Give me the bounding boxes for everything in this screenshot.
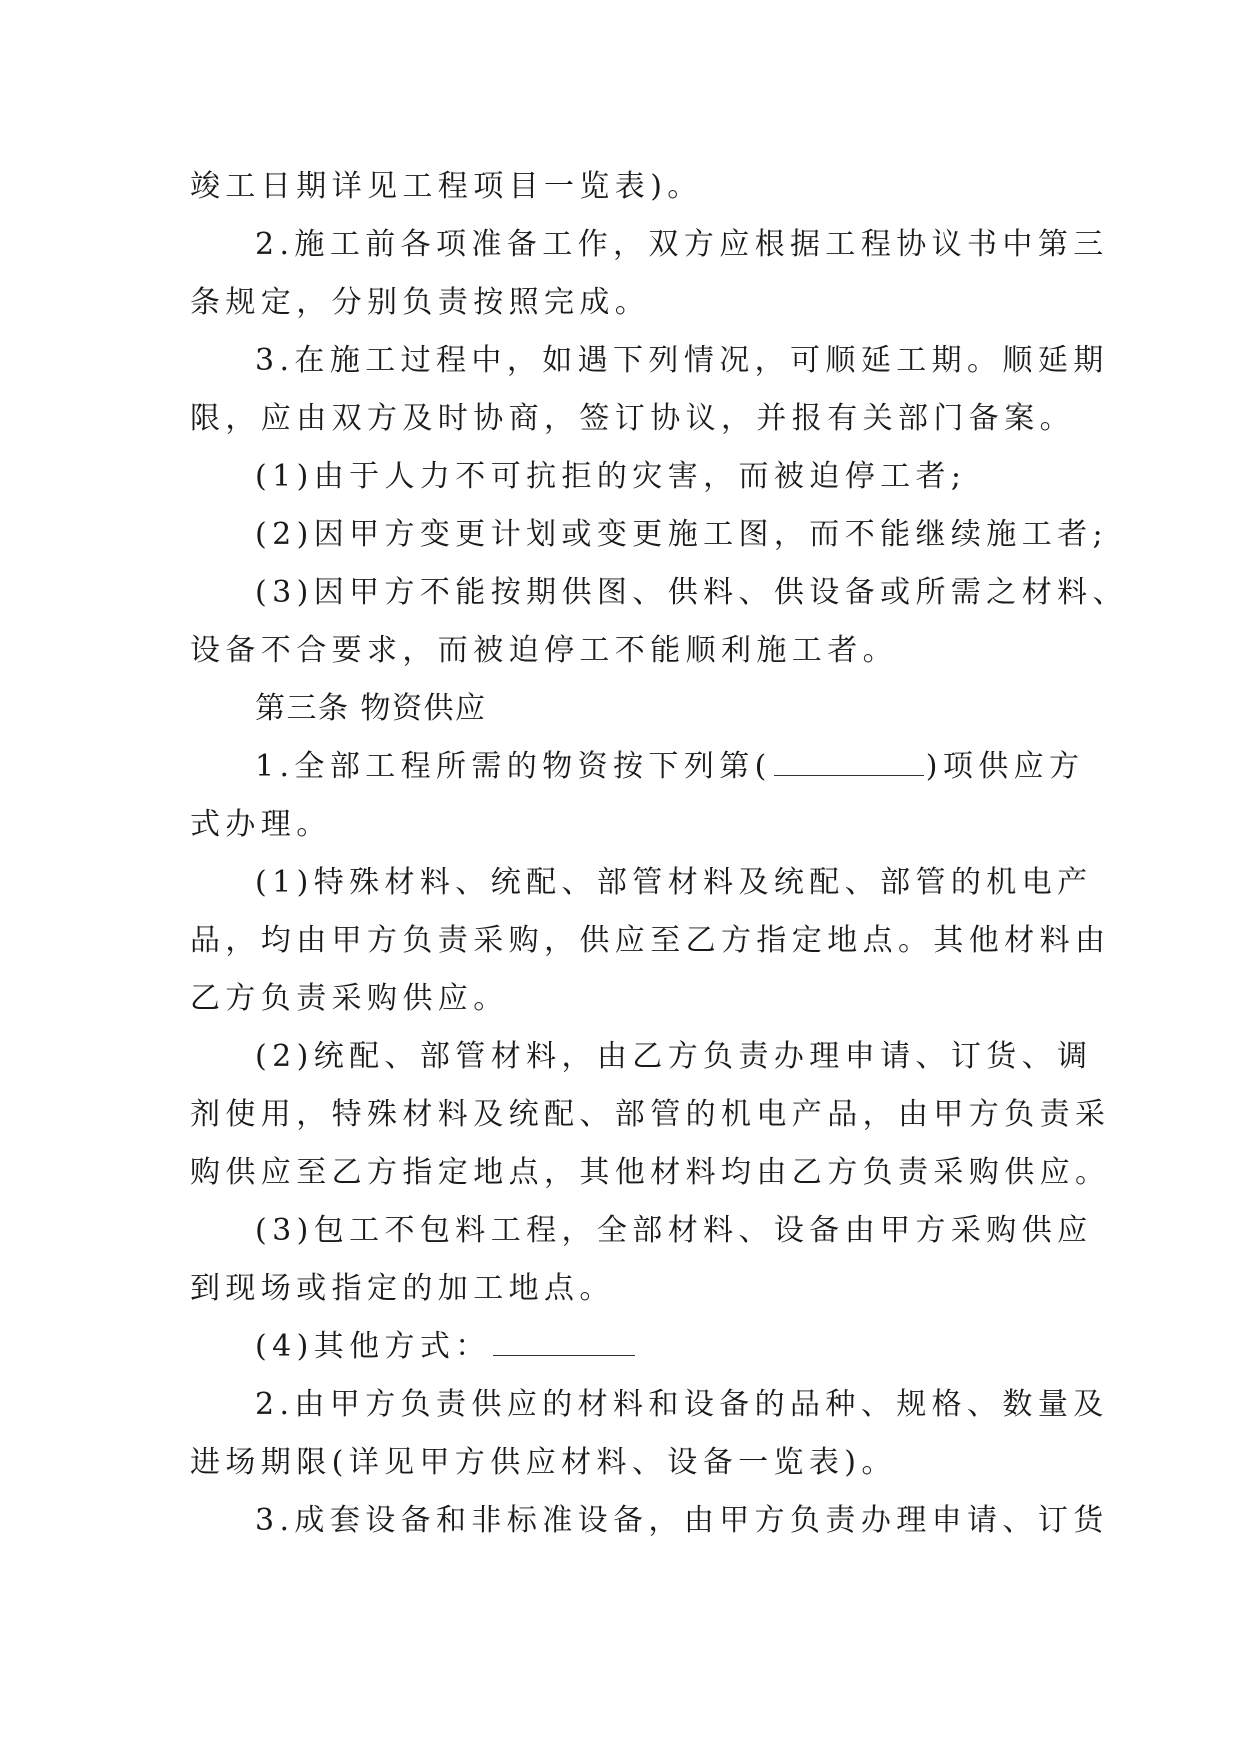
text-span: (3)包工不包料工程，全部材料、设备由甲方采购供应 [255,1213,1093,1248]
paragraph-line [190,1434,1070,1492]
text-span: 购供应至乙方指定地点，其他材料均由乙方负责采购供应。 [190,1155,1111,1190]
text-span: 到现场或指定的加工地点。 [190,1271,615,1306]
text-span: 2.施工前各项准备工作，双方应根据工程协议书中第三 [255,227,1109,262]
paragraph-line [255,332,1135,390]
paragraph-line [255,1492,1135,1550]
paragraph-line [255,1028,1135,1086]
paragraph-line [255,216,1135,274]
text-span: (1)由于人力不可抗拒的灾害，而被迫停工者; [255,459,967,494]
text-span: 第三条 物资供应 [255,691,487,726]
paragraph-line [255,1376,1135,1434]
text-span: 3.成套设备和非标准设备，由甲方负责办理申请、订货 [255,1503,1109,1538]
paragraph-line [255,854,1135,912]
text-span: 竣工日期详见工程项目一览表)。 [190,169,703,204]
text-span: 2.由甲方负责供应的材料和设备的品种、规格、数量及 [255,1387,1109,1422]
fill-in-blank [493,1327,635,1356]
text-span: 3.在施工过程中，如遇下列情况，可顺延工期。顺延期 [255,343,1109,378]
paragraph-line [255,1202,1135,1260]
text-span: (3)因甲方不能按期供图、供料、供设备或所需之材料、 [255,575,1128,610]
text-span: 品，均由甲方负责采购，供应至乙方指定地点。其他材料由 [190,923,1111,958]
fill-in-blank [774,747,924,776]
paragraph-line [255,448,1135,506]
paragraph-line [190,274,1070,332]
paragraph-line [190,970,1070,1028]
paragraph-line [255,506,1135,564]
paragraph-line [190,1086,1111,1144]
text-span: (4)其他方式： [255,1329,491,1364]
paragraph-line [255,564,1135,622]
text-span: 式办理。 [190,807,332,842]
text-span: (1)特殊材料、统配、部管材料及统配、部管的机电产 [255,865,1093,900]
text-span: 设备不合要求，而被迫停工不能顺利施工者。 [190,633,898,668]
text-span: 限，应由双方及时协商，签订协议，并报有关部门备案。 [190,401,1075,436]
paragraph-line [255,738,1135,796]
paragraph-line [190,1144,1111,1202]
text-span: )项供应方 [925,749,1085,784]
paragraph-line [190,158,1070,216]
paragraph-line [190,796,1070,854]
text-span: 条规定，分别负责按照完成。 [190,285,651,320]
text-span: 剂使用，特殊材料及统配、部管的机电产品，由甲方负责采 [190,1097,1111,1132]
paragraph-line [190,912,1111,970]
paragraph-line [190,390,1075,448]
text-span: (2)统配、部管材料，由乙方负责办理申请、订货、调 [255,1039,1093,1074]
text-span: (2)因甲方变更计划或变更施工图，而不能继续施工者; [255,517,1109,552]
section-heading [255,680,1135,738]
paragraph-line [190,622,1070,680]
paragraph-line [190,1260,1070,1318]
text-span: 进场期限(详见甲方供应材料、设备一览表)。 [190,1445,897,1480]
paragraph-line [255,1318,1135,1376]
text-span: 乙方负责采购供应。 [190,981,509,1016]
text-span: 1.全部工程所需的物资按下列第( [255,749,772,784]
